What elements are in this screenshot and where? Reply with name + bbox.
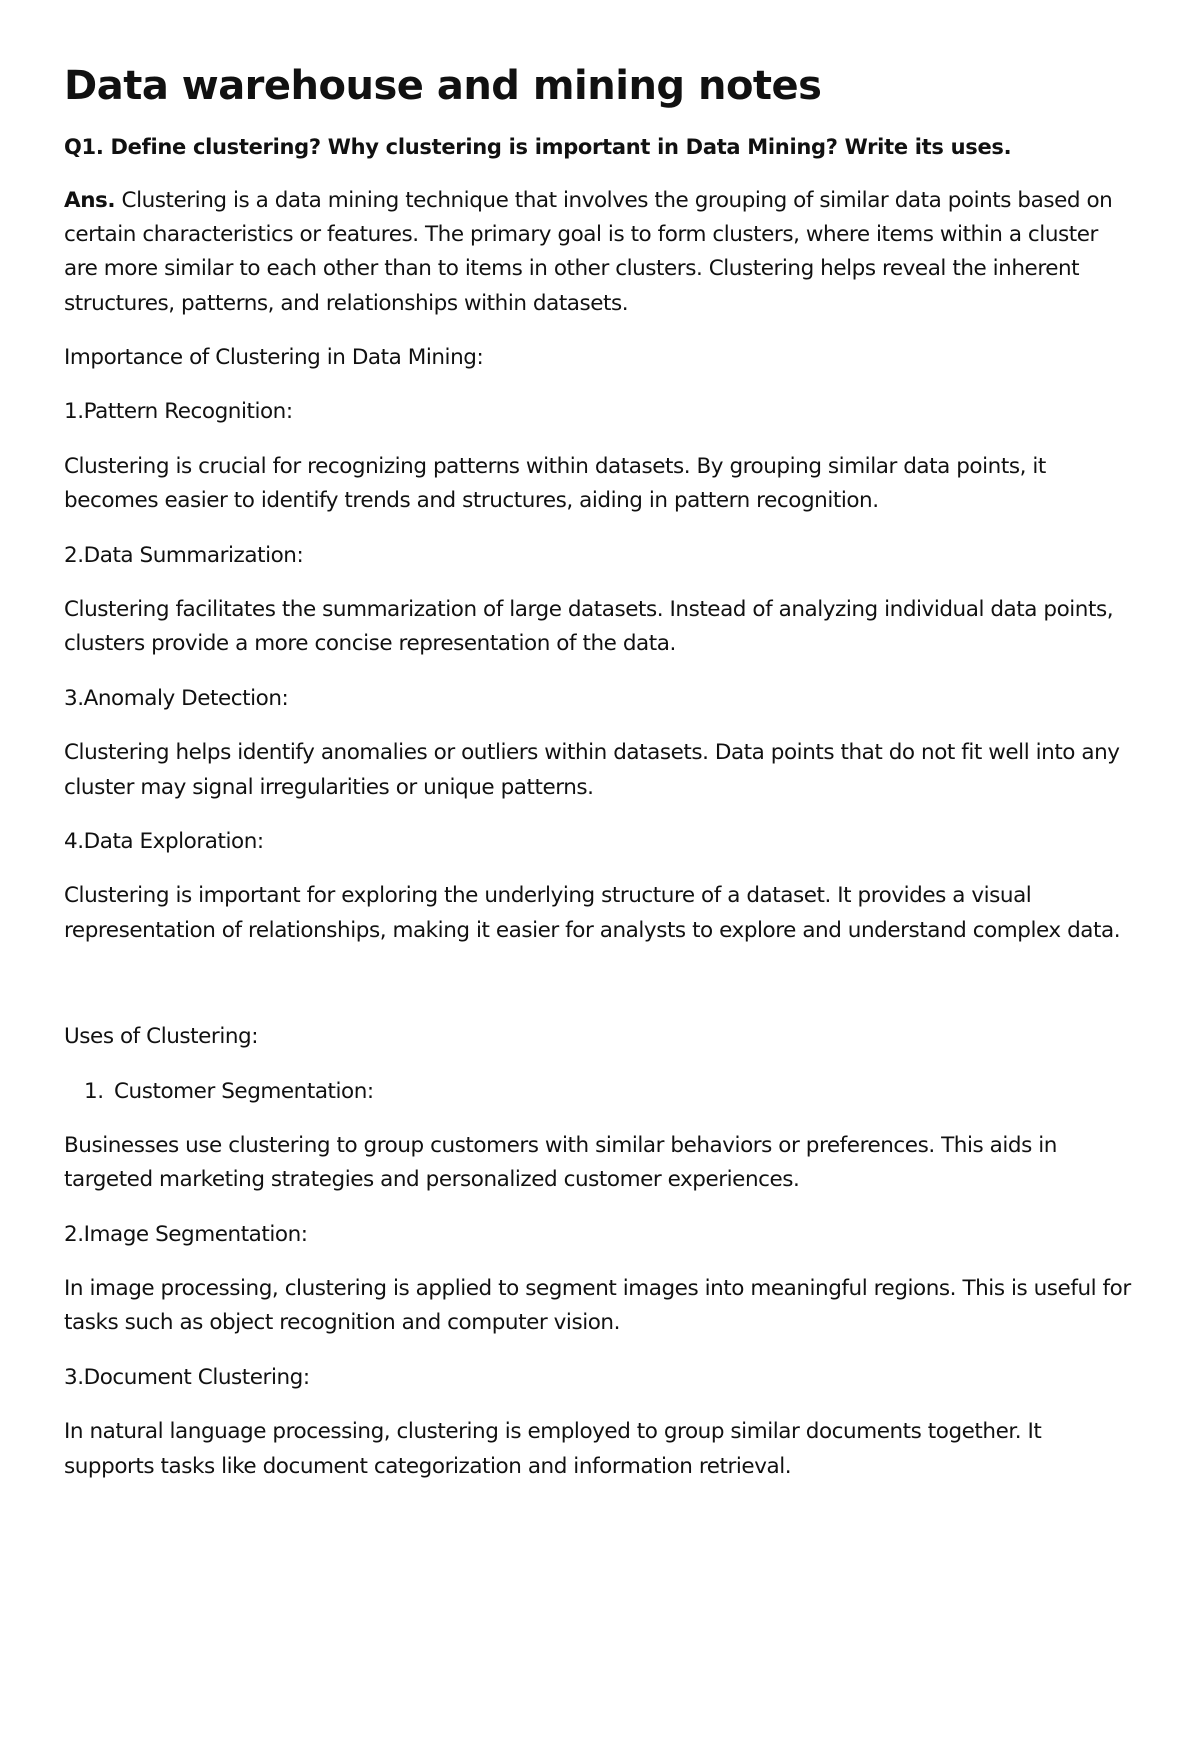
uses-item-text: Businesses use clustering to group customers with similar behaviors or preferences. This aids in targeted marketing strategies and personalized customer experiences. [64, 1132, 1057, 1193]
question-text: Q1. Define clustering? Why clustering is important in Data Mining? Write its uses. [64, 135, 1012, 159]
uses-item-text: In image processing, clustering is applied to segment images into meaningful regions. This is useful for tasks such as object recognition and computer vision. [64, 1276, 1131, 1336]
uses-item-heading: 2.Image Segmentation: [64, 1221, 308, 1247]
answer-text: Clustering is a data mining technique that involves the grouping of similar data points based on certain characteristics or features. The primary goal is to form clusters, where items within a cluster are more similar to each other than to items in other clusters. Clustering helps reveal the inherent structures, patterns, and relationships within datasets. [64, 187, 1113, 316]
importance-item-text: Clustering is crucial for recognizing patterns within datasets. By grouping similar data points, it becomes easier to identify trends and structures, aiding in pattern recognition. [64, 453, 1046, 514]
importance-item-text: Clustering helps identify anomalies or outliers within datasets. Data points that do not fit well into any cluster may signal irregularities or unique patterns. [64, 740, 1120, 800]
uses-heading: Uses of Clustering: [64, 1024, 259, 1050]
uses-item-text: In natural language processing, clustering is employed to group similar documents together. It supports tasks like document categorization and information retrieval. [64, 1419, 1042, 1479]
importance-heading: Importance of Clustering in Data Mining: [64, 345, 484, 371]
importance-item-text: Clustering facilitates the summarization of large datasets. Instead of analyzing individual data points, clusters provide a more concise representation of the data. [64, 597, 1114, 657]
importance-item-heading: 1.Pattern Recognition: [64, 399, 293, 425]
uses-numbered-list [64, 1075, 1136, 1109]
section-spacer [64, 968, 1136, 1020]
uses-item-heading: 1. Customer Segmentation: [110, 1075, 1136, 1109]
answer-paragraph [64, 184, 1136, 322]
importance-item-heading: 2.Data Summarization: [64, 542, 304, 568]
importance-item-heading: 3.Anomaly Detection: [64, 685, 289, 711]
answer-label: Ans. [64, 187, 116, 213]
uses-item-heading: 3.Document Clustering: [64, 1364, 310, 1390]
importance-item-text: Clustering is important for exploring the underlying structure of a dataset. It provides a visual representation of relationships, making it easier for analysts to explore and understand complex data. [64, 883, 1121, 943]
importance-item-heading: 4.Data Exploration: [64, 828, 264, 854]
document-title: Data warehouse and mining notes [64, 63, 822, 109]
